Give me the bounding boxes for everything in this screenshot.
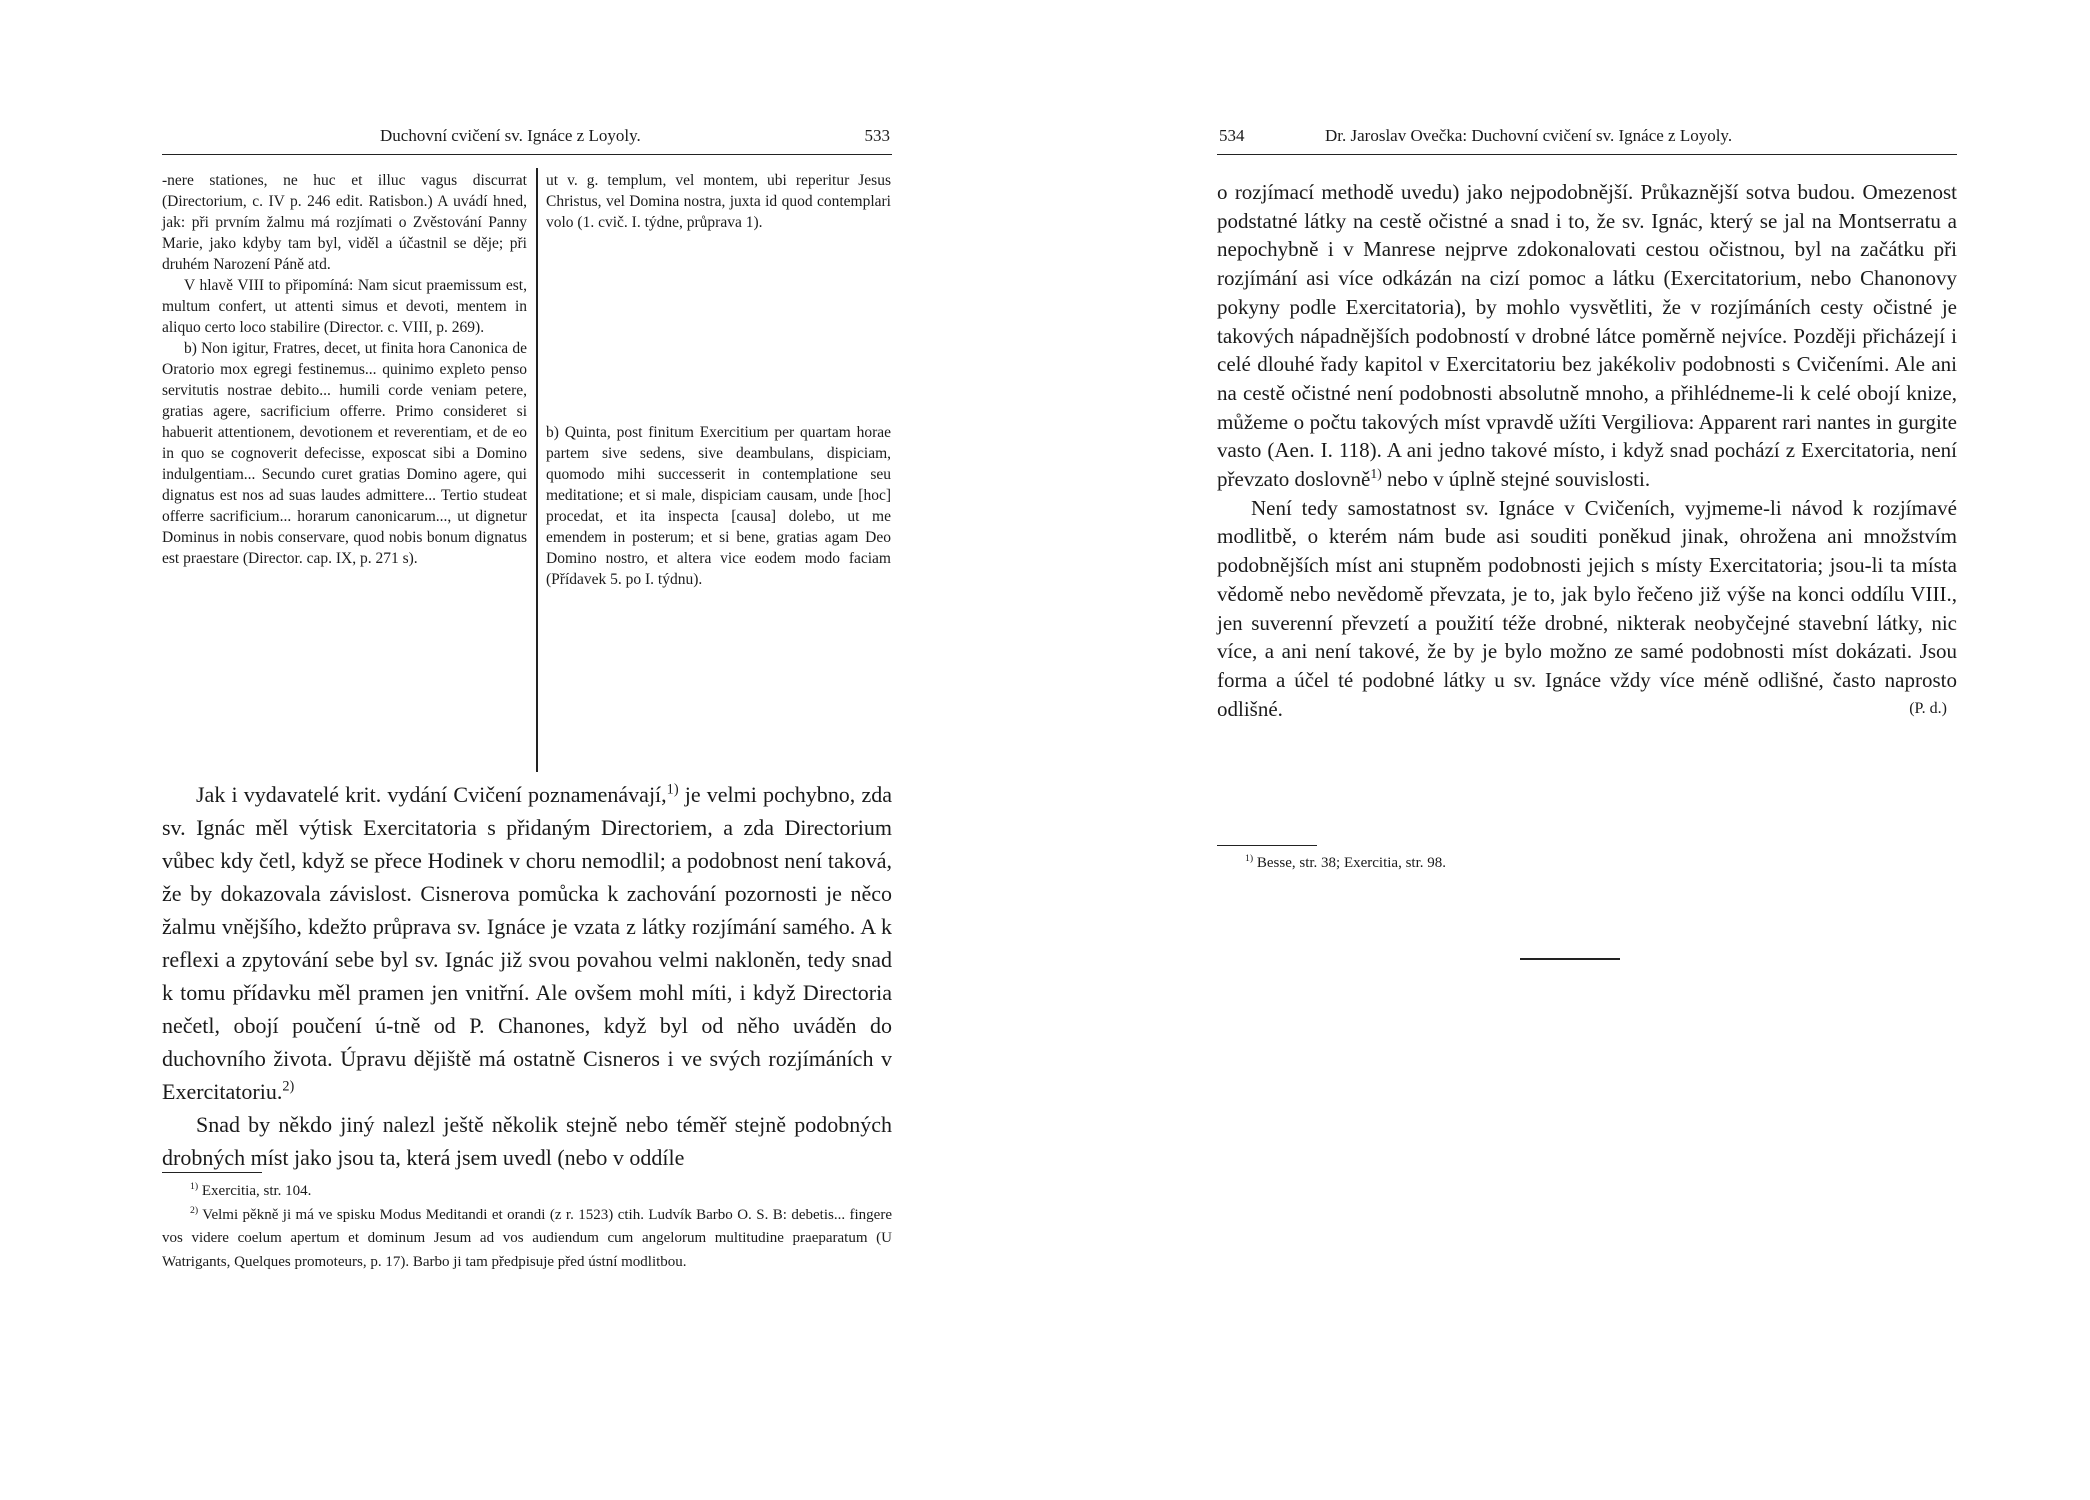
right-footnotes — [1217, 852, 1957, 876]
column-paragraph: ut v. g. templum, vel montem, ubi reperitur Jesus Christus, vel Domina nostra, juxta id quod contemplari volo (1. cvič. I. týdne, průprava 1). — [546, 172, 891, 231]
footnote-ref: 1) — [1370, 466, 1382, 482]
footnote: $^{2)}$ Velmi pěkně ji má ve spisku Modus Meditandi et orandi (z r. 1523) ctih. Ludvík Barbo O. S. B: debetis... fingere vos videre coelum apertum et dominum Jesum ad vos audiendum cum angelorum multitudine praeparatum (U Watrigants, Quelques promoteurs, p. 17). Barbo ji tam předpisuje před ústní modlitbou. — [162, 1204, 892, 1270]
left-body-text — [162, 778, 892, 1174]
column-paragraph: -nere stationes, ne huc et illuc vagus discurrat (Directorium, c. IV p. 246 edit. Ratisbon.) A uvádí hned, jak: při prvním žalmu má rozjímati o Zvěstování Panny Marie, jako kdyby tam byl, viděl a účastnil se děje; při druhém Narození Páně atd. — [162, 172, 527, 273]
left-page-header — [162, 124, 892, 155]
page-number: 533 — [864, 126, 890, 145]
page-number: 534 — [1219, 126, 1245, 145]
footnote-ref: 2) — [282, 1078, 295, 1095]
end-of-article-rule — [1520, 958, 1620, 960]
body-paragraph: Snad by někdo jiný nalezl ještě několik stejně nebo téměř stejně podobných drobných míst jako jsou ta, která jsem uvedl (nebo v oddíle — [162, 1112, 892, 1170]
right-page-header — [1217, 124, 1957, 155]
footnote: $^{1)}$ Besse, str. 38; Exercitia, str. 98. — [1245, 853, 1447, 871]
column-paragraph: b) Quinta, post finitum Exercitium per quartam horae partem sive sedens, sive deambulans, dispiciam, quomodo mihi successerit in contemplatione seu meditatione; et si male, dispiciam causam, unde [hoc] procedat, et ita inspecta [causa] dolebo, ut me emendem in posterum; et si bene, gratias agam Deo Domino nostro, et altera vice eodem modo faciam (Přídavek 5. po I. týdnu). — [546, 424, 891, 588]
to-be-continued-mark: (P. d.) — [1909, 699, 1947, 717]
body-paragraph: Jak i vydavatelé krit. vydání Cvičení poznamenávají,$^{1)}$ je velmi pochybno, zda sv. Ignác měl výtisk Exercitatoria s přidaným Directoriem, a zda Directorium vůbec kdy četl, když se přece Hodinek v choru nemodlil; a podobnost není taková, že by dokazovala závislost. Cisnerova pomůcka k zachování pozornosti je něco žalmu vnějšího, kdežto průprava sv. Ignáce je vzata z látky rozjímání samého. A k reflexi a zpytování sebe byl sv. Ignác již svou povahou velmi nakloněn, tedy snad k tomu přídavku měl pramen jen vnitřní. Ale ovšem mohl míti, i když Directoria nečetl, obojí poučení ú-tně od P. Chanones, když byl od něho uváděn do duchovního života. Úpravu dějiště má ostatně Cisneros i ve svých rozjímáních v Exercitatoriu.$^{2)}$ — [162, 781, 892, 1104]
footnote-ref: 1) — [666, 781, 679, 798]
running-title: Duchovní cvičení sv. Ignáce z Loyoly. — [380, 126, 641, 145]
right-body-text — [1217, 178, 1957, 723]
column-paragraph: V hlavě VIII to připomíná: Nam sicut praemissum est, multum confert, ut attenti simus et devoti, mentem in aliquo certo loco stabilire (Director. c. VIII, p. 269). — [162, 277, 527, 336]
footnote-rule — [1217, 845, 1317, 846]
left-parallel-column — [162, 170, 527, 569]
running-title: Dr. Jaroslav Ovečka: Duchovní cvičení sv. Ignáce z Loyoly. — [1325, 126, 1733, 145]
column-divider — [536, 168, 538, 772]
footnote: $^{1)}$ Exercitia, str. 104. — [190, 1181, 312, 1199]
right-parallel-column-bottom — [546, 422, 891, 590]
column-paragraph: b) Non igitur, Fratres, decet, ut finita hora Canonica de Oratorio mox egregi festinemus... quinimo expleto penso servitutis nostrae debito... humili corde veniam petere, gratias agere, sacrificium offerre. Primo consideret si habuerit attentionem, devotionem et reverentiam, et de eo in quo se cognoverit defecisse, exposcat sibi a Domino indulgentiam... Secundo curet gratias Domino agere, qui dignatus est nos ad suas laudes admittere... Tertio studeat offerre sacrificium... horarum canonicarum..., ut dignetur Dominus in nobis conservare, quod nobis bonum dignatus est praestare (Director. cap. IX, p. 271 s). — [162, 340, 527, 567]
right-parallel-column-top — [546, 170, 891, 233]
body-paragraph: o rozjímací methodě uvedu) jako nejpodobnější. Průkaznější sotva budou. Omezenost podstatné látky na cestě očistné a snad i to, že sv. Ignác, který se jal na Montserratu a nepochybně i v Manrese nejprve zdokonalovati cestou očistnou, byl na začátku při rozjímání asi více odkázán na cizí pomoc a látku (Exercitatorium, nebo Chanonovy pokyny podle Exercitatoria), by mohlo vysvětliti, že v rozjímáních cesty očistné je takových nápadnějších podobností v drobné látce poměrně nejvíce. Později přicházejí i celé dlouhé řady kapitol v Exercitatoriu bez jakékoliv podobnosti s Cvičeními. Ale ani na cestě očistné není podobnosti absolutně mnoho, a přihlédneme-li k celé obojí knize, můžeme o počtu takových míst vpravdě užíti Vergiliova: Apparent rari nantes in gurgite vasto (Aen. I. 118). A ani jedno takové místo, i když snad pochází z Exercitatoria, není převzato doslovně$^{1)}$ nebo v úplně stejné souvislosti. — [1217, 180, 1957, 492]
footnote-rule — [162, 1172, 262, 1173]
body-paragraph: Není tedy samostatnost sv. Ignáce v Cvičeních, vyjmeme-li návod k rozjímavé modlitbě, o kterém nám bude asi souditi poněkud jinak, ohrožena ani množstvím podobnějších míst ani stupněm podobnosti jejich s místy Exercitatoria; jsou-li ta místa vědomě nebo nevědomě převzata, je to, jak bylo řečeno již výše na konci oddílu VIII., jen suverenní převzetí a použití téže drobné, nikterak neobyčejné stavební látky, nic více, a ani není takové, že by je bylo možno ze samé podobnosti míst dokázati. Jsou forma a účel té podobné látky u sv. Ignáce vždy více méně odlišné, často naprosto odlišné. (P. d.) — [1217, 494, 1957, 724]
right-page — [1045, 0, 2090, 1500]
left-footnotes — [162, 1180, 892, 1274]
